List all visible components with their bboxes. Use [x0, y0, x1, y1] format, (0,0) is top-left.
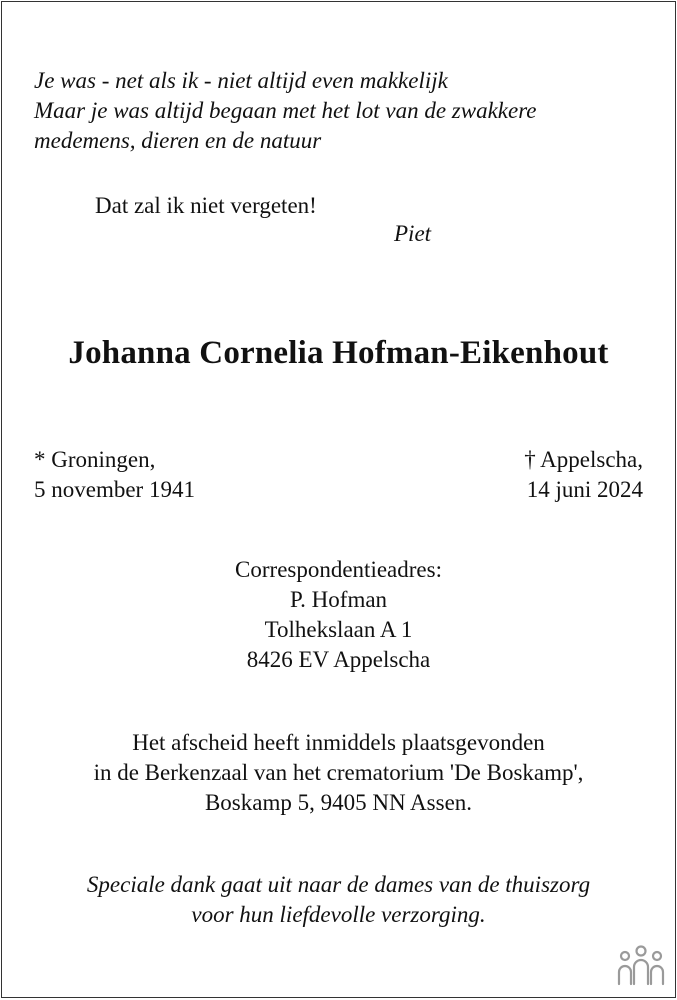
correspondence-city: 8426 EV Appelscha — [246, 647, 431, 672]
farewell-line-3: Boskamp 5, 9405 NN Assen. — [204, 790, 473, 815]
death-date: 14 juni 2024 — [526, 477, 643, 502]
remembrance-text: Dat zal ik niet vergeten! — [95, 193, 317, 218]
deceased-name: Johanna Cornelia Hofman-Eikenhout — [68, 335, 609, 371]
poem-line-3: medemens, dieren en de natuur — [34, 128, 322, 153]
farewell-line-1: Het afscheid heeft inmiddels plaatsgevonden — [132, 730, 545, 755]
people-group-icon — [617, 944, 665, 988]
signature: Piet — [394, 221, 432, 246]
thanks-line-2: voor hun liefdevolle verzorging. — [191, 902, 486, 927]
death-place: † Appelscha, — [524, 447, 643, 472]
correspondence-street: Tolhekslaan A 1 — [264, 617, 413, 642]
correspondence-heading: Correspondentieadres: — [235, 557, 442, 582]
farewell-line-2: in de Berkenzaal van het crematorium 'De Boskamp', — [93, 760, 584, 785]
birth-place: * Groningen, — [34, 447, 156, 472]
thanks-line-1: Speciale dank gaat uit naar de dames van de thuiszorg — [86, 872, 591, 897]
correspondence-name: P. Hofman — [289, 587, 388, 612]
poem-line-1: Je was - net als ik - niet altijd even makkelijk — [34, 68, 448, 93]
poem-line-2: Maar je was altijd begaan met het lot van de zwakkere — [34, 98, 537, 123]
birth-date: 5 november 1941 — [34, 477, 195, 502]
